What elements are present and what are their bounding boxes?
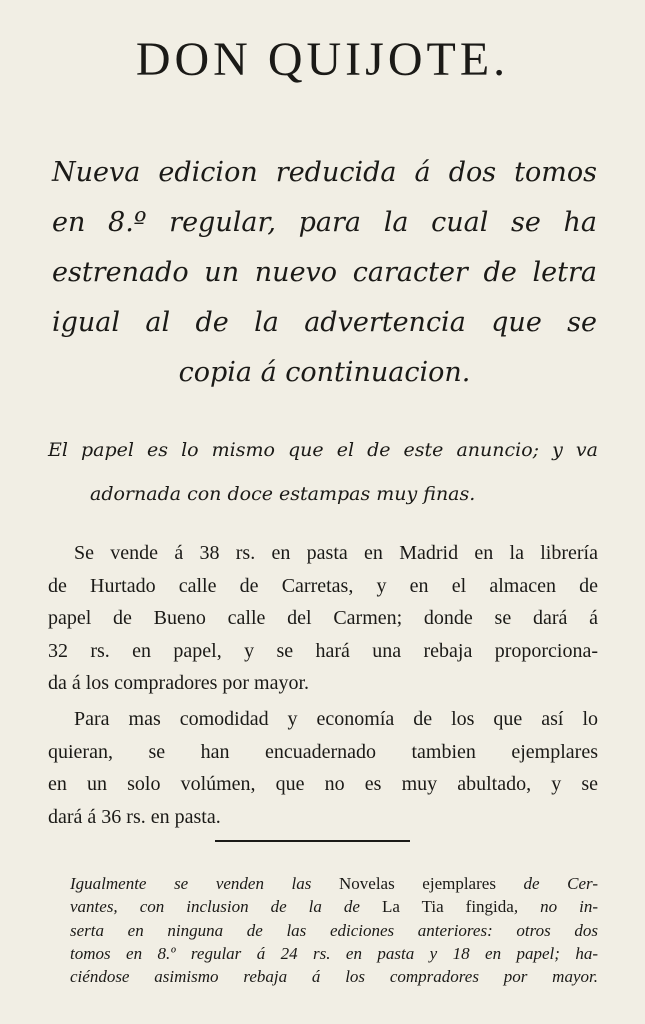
description-line: estrenado un nuevo caracter de letra	[52, 257, 597, 288]
note-line: ciéndose asimismo rebaja á los compradores por mayor.	[70, 967, 598, 987]
paragraph-line: 32 rs. en papel, y se hará una rebaja proporciona-	[48, 639, 598, 662]
page-title: DON QUIJOTE.	[135, 33, 510, 86]
paragraph-line: dará á 36 rs. en pasta.	[48, 805, 221, 828]
book-title-novelas: Novelas ejemplares	[339, 874, 496, 893]
description-line: igual al de la advertencia que se	[52, 307, 597, 338]
handwritten-line: El papel es lo mismo que el de este anuncio; y va	[48, 439, 598, 461]
section-divider	[215, 840, 410, 842]
paragraph-line: Se vende á 38 rs. en pasta en Madrid en la librería	[74, 542, 598, 564]
description-line: en 8.º regular, para la cual se ha	[52, 207, 597, 238]
novelas-note	[70, 872, 598, 988]
paragraph-line: da á los compradores por mayor.	[48, 672, 310, 694]
handwritten-note	[48, 428, 598, 516]
paragraph-line: Para mas comodidad y economía de los que así lo	[74, 708, 598, 730]
note-text: de Cer-	[495, 874, 598, 893]
note-line	[70, 872, 598, 895]
note-text: Igualmente se venden las	[70, 874, 339, 893]
bound-edition-paragraph	[48, 703, 598, 833]
paragraph-line: quieran, se han encuadernado tambien ejemplares	[48, 740, 598, 763]
book-title-tia-fingida: La Tia fingida	[381, 897, 514, 917]
note-text: , no in-	[513, 897, 598, 917]
note-line: serta en ninguna de las ediciones anteriores: otros dos	[70, 920, 598, 940]
note-line	[70, 895, 598, 918]
note-line: tomos en 8.º regular á 24 rs. en pasta y 18 en papel; ha-	[70, 943, 598, 963]
description-line: copia á continuacion.	[178, 357, 471, 388]
paragraph-line: papel de Bueno calle del Carmen; donde se dará á	[48, 607, 598, 629]
description-line: Nueva edicion reducida á dos tomos	[52, 157, 597, 188]
note-text: vantes, con inclusion de la de	[70, 897, 382, 917]
paragraph-line: de Hurtado calle de Carretas, y en el almacen de	[48, 574, 598, 597]
handwritten-line: adornada con doce estampas muy finas.	[90, 483, 476, 505]
paragraph-line: en un solo volúmen, que no es muy abultado, y se	[48, 773, 598, 795]
sale-paragraph	[48, 537, 598, 700]
edition-description	[52, 148, 597, 398]
